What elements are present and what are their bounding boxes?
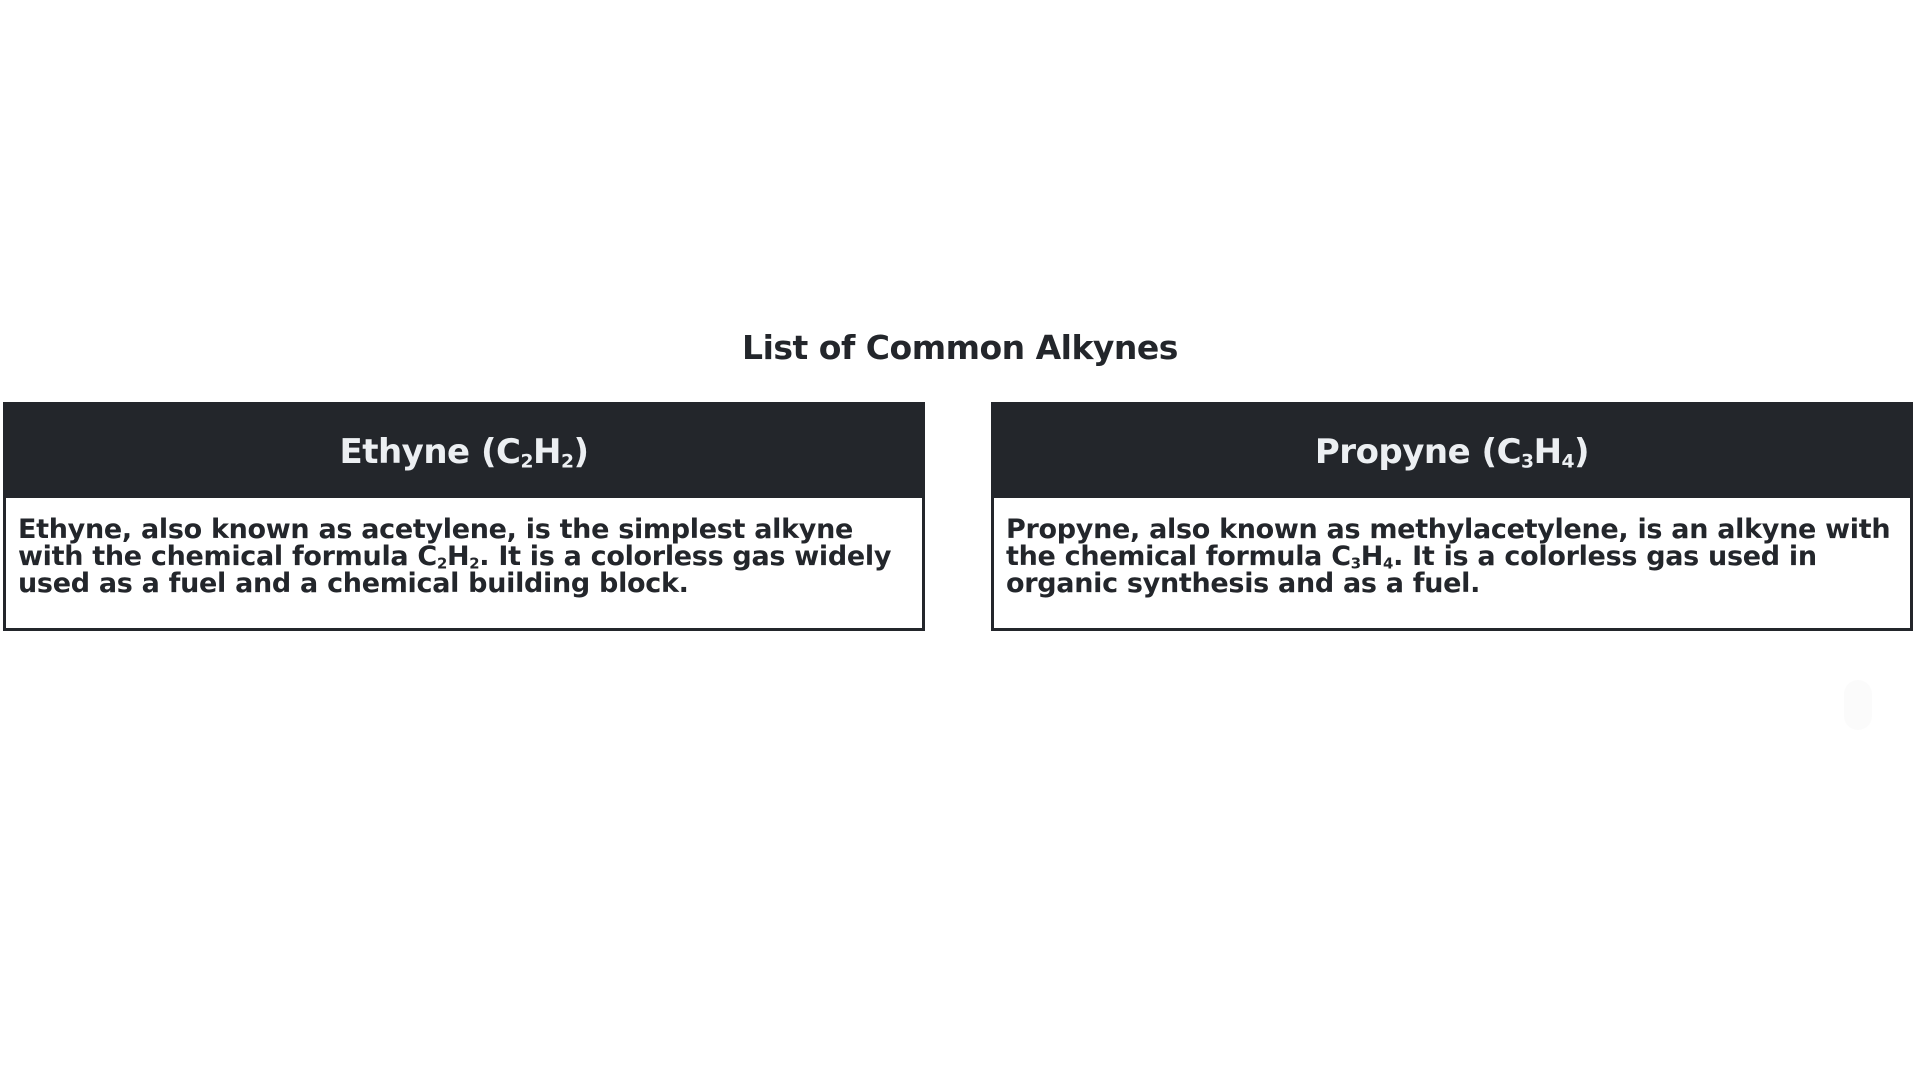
- card-title: Ethyne $(C_2H_2)$: [339, 431, 589, 473]
- alkyne-card-propyne: [991, 402, 1913, 631]
- card-title: Propyne $(C_3H_4)$: [1314, 431, 1590, 473]
- page-title: List of Common Alkynes: [742, 328, 1178, 367]
- alkyne-card-ethyne: [3, 402, 925, 631]
- card-header: [994, 405, 1910, 498]
- faint-shape: [1844, 680, 1872, 730]
- card-description: Propyne, also known as methylacetylene, is an alkyne with the chemical formula $C_3H_4$. It is a colorless gas used in organic synthesis and as a fuel.: [1006, 514, 1891, 599]
- card-header: [6, 405, 922, 498]
- card-description: Ethyne, also known as acetylene, is the simplest alkyne with the chemical formula $C_2H_2$. It is a colorless gas widely used as a fuel and a chemical building block.: [18, 514, 892, 599]
